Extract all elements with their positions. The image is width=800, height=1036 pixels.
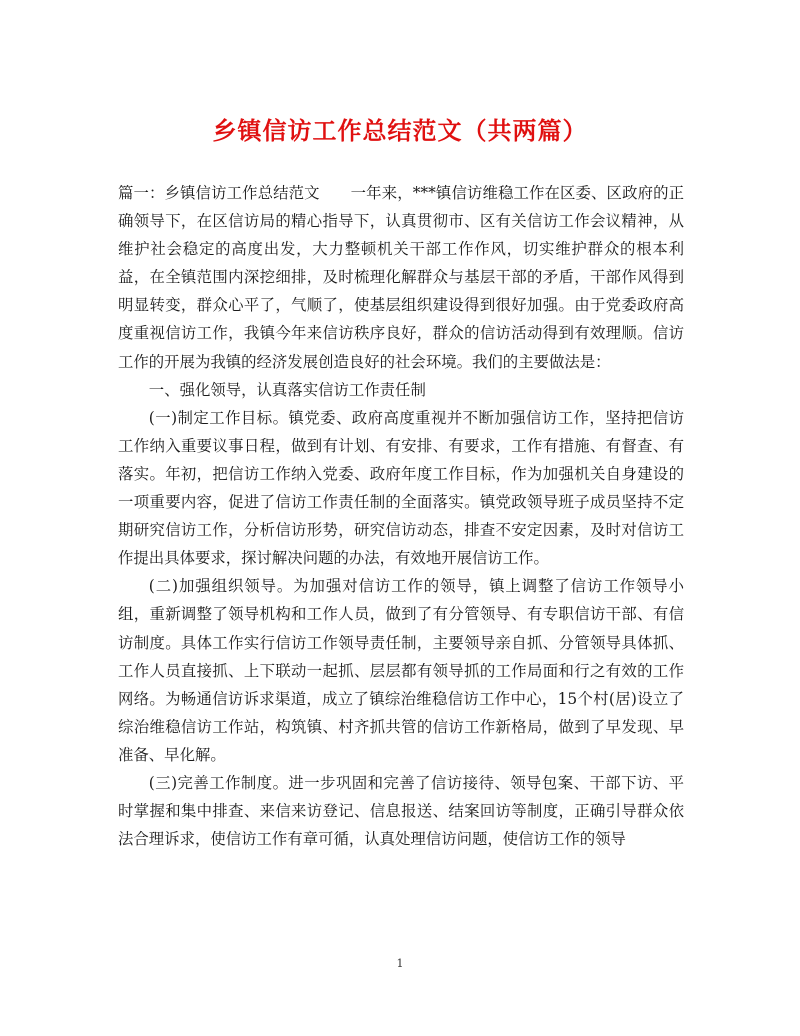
paragraph-intro: 篇一：乡镇信访工作总结范文 一年来，***镇信访维稳工作在区委、区政府的正确领导下，在区信访局的精心指导下，认真贯彻市、区有关信访工作会议精神，从维护社会稳定的高度出发，大力整顿机关干部工作作风，切实维护群众的根本利益，在全镇范围内深挖细排，及时梳理化解群众与基层干部的矛盾，干部作风得到明显转变，群众心平了，气顺了，使基层组织建设得到很好加强。由于党委政府高度重视信访工作，我镇今年来信访秩序良好，群众的信访活动得到有效理顺。信访工作的开展为我镇的经济发展创造良好的社会环境。我们的主要做法是： <box>118 184 684 371</box>
paragraph-3: (三)完善工作制度。进一步巩固和完善了信访接待、领导包案、干部下访、平时掌握和集中排查、来信来访登记、信息报送、结案回访等制度，正确引导群众依法合理诉求，使信访工作有章可循，认真处理信访问题，使信访工作的领导 <box>118 773 684 849</box>
paragraph-1: (一)制定工作目标。镇党委、政府高度重视并不断加强信访工作，坚持把信访工作纳入重要议事日程，做到有计划、有安排、有要求，工作有措施、有督查、有落实。年初，把信访工作纳入党委、政府年度工作目标，作为加强机关自身建设的一项重要内容，促进了信访工作责任制的全面落实。镇党政领导班子成员坚持不定期研究信访工作，分析信访形势，研究信访动态，排查不安定因素，及时对信访工作提出具体要求，探讨解决问题的办法，有效地开展信访工作。 <box>118 408 684 568</box>
paragraph-2: (二)加强组织领导。为加强对信访工作的领导，镇上调整了信访工作领导小组，重新调整了领导机构和工作人员，做到了有分管领导、有专职信访干部、有信访制度。具体工作实行信访工作领导责任制，主要领导亲自抓、分管领导具体抓、工作人员直接抓、上下联动一起抓、层层都有领导抓的工作局面和行之有效的工作网络。为畅通信访诉求渠道，成立了镇综治维稳信访工作中心，15个村(居)设立了综治维稳信访工作站，构筑镇、村齐抓共管的信访工作新格局，做到了早发现、早准备、早化解。 <box>118 577 684 764</box>
page-number: 1 <box>396 957 404 970</box>
section-heading: 一、强化领导，认真落实信访工作责任制 <box>148 380 426 399</box>
document-body <box>118 179 684 853</box>
document-title: 乡镇信访工作总结范文（共两篇） <box>212 116 588 145</box>
